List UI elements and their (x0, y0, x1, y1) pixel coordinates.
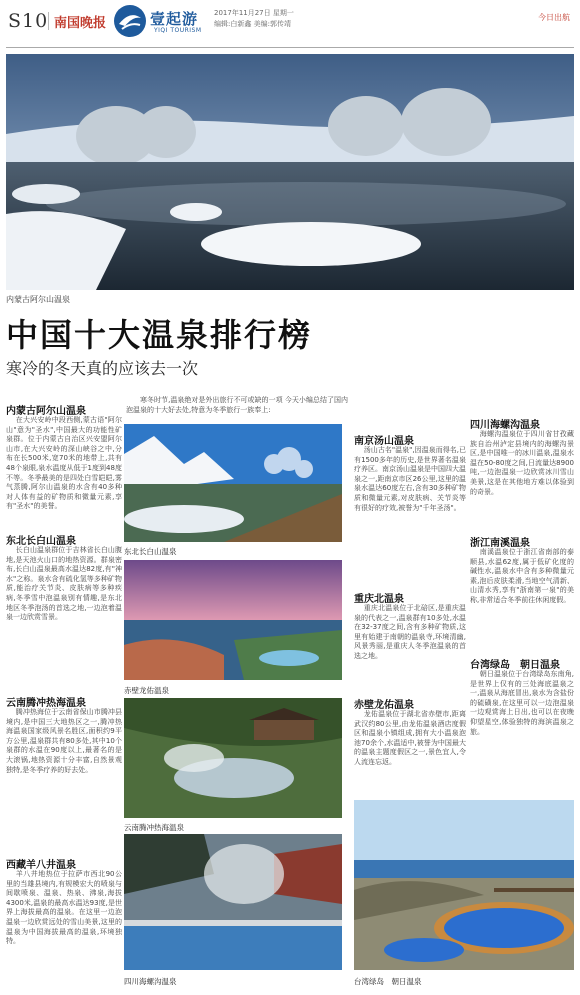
photo-chibi (124, 560, 342, 680)
hero-photo (6, 54, 574, 290)
section-title-longyou: 赤壁龙佑温泉 (354, 700, 414, 711)
section-title-tengchong: 云南腾冲热海温泉 (6, 698, 86, 709)
section-body-chongqing: 重庆北温泉位于北碚区,是重庆温泉的代表之一,温泉群有10多处,水温在32-37度之间,含有多种矿物质,这里有始建于南朝的温泉寺,环境清幽,风景秀丽,是重庆人冬季泡温泉的首选之地。 (354, 604, 466, 660)
hero-caption: 内蒙古阿尔山温泉 (6, 295, 70, 304)
caption-lvdao: 台湾绿岛 朝日温泉 (354, 977, 422, 986)
section-body-tangshan: 汤山古名"温泉",因温泉而得名,已有1500多年的历史,是世界著名温泉疗养区。南京汤山温泉是中国四大温泉之一,距南京市区26公里,这里的温泉水温达60度左右,含有30多种矿物质和微量元素,对皮肤病、关节炎等有很好的疗效,被誉为"千年圣汤"。 (354, 446, 466, 512)
newspaper-name: 南国晚报 (54, 16, 107, 31)
section-body-lvdao: 朝日温泉位于台湾绿岛东南角,是世界上仅有的三处海底温泉之一,温泉从海底冒出,泉水为含盐份的硫磺泉,在这里可以一边泡温泉一边观赏海上日出,也可以在夜晚仰望星空,体验独特的海滨温泉之旅。 (470, 670, 574, 736)
page-header (0, 0, 580, 48)
brand-name: 壹起游 (150, 10, 199, 28)
intro-paragraph: 寒冬时节,温泉绝对是外出旅行不可或缺的一项 今天小编总结了国内泡温泉的十大好去处,特意为冬季旅行一族奉上: (126, 396, 348, 414)
caption-hailuogou: 四川海螺沟温泉 (124, 977, 177, 986)
section-body-longyou: 龙佑温泉位于湖北省赤壁市,距离武汉约80公里,由龙佑温泉酒店度假区和温泉小镇组成,拥有大小温泉泡池70余个,水温适中,被誉为中国最大的温泉主题度假区之一,景色宜人,令人流连忘返。 (354, 710, 466, 766)
caption-tengchong: 云南腾冲热海温泉 (124, 823, 184, 832)
photo-changbai (124, 424, 342, 542)
section-title-lvdao: 台湾绿岛 朝日温泉 (470, 660, 560, 671)
subheadline: 寒冷的冬天真的应该去一次 (6, 359, 199, 378)
section-title-changbai: 东北长白山温泉 (6, 536, 76, 547)
section-body-yangbajing: 羊八井地热位于拉萨市西北90公里的当雄县境内,有规模宏大的喷泉与间歇喷泉、温泉、热泉、沸泉,海拔4300米,温泉的最高水温达93度,是世界上海拔最高的温泉。在这里一边泡温泉一边欣赏远处的雪山美景,这里的温泉为中国海拔最高的温泉,环境独特。 (6, 870, 122, 946)
section-title-nanxi: 浙江南溪温泉 (470, 538, 530, 549)
section-body-tengchong: 腾冲热海位于云南省保山市腾冲县境内,是中国三大地热区之一,腾冲热海温泉国家级风景名胜区,面积约9平方公里,温泉群共有80多处,其中10个泉群的水温在90度以上,最著名的是大滚锅,地热资源十分丰富,自然景观独特,是冬季疗养的好去处。 (6, 708, 122, 774)
headline: 中国十大温泉排行榜 (6, 316, 313, 354)
caption-chibi: 赤壁龙佑温泉 (124, 686, 169, 695)
section-title-arxan: 内蒙古阿尔山温泉 (6, 406, 86, 417)
photo-tengchong (124, 698, 342, 818)
header-rule (6, 47, 574, 48)
section-title-chongqing: 重庆北温泉 (354, 594, 404, 605)
section-title-tangshan: 南京汤山温泉 (354, 436, 414, 447)
section-title-hailuogou: 四川海螺沟温泉 (470, 420, 540, 431)
brand-name-en: YIQI TOURISM (154, 27, 202, 34)
column-tag: 今日出航 (538, 13, 570, 22)
editor-line: 编辑:白新鑫 美编:郭传靖 (214, 20, 291, 28)
caption-changbai: 东北长白山温泉 (124, 547, 177, 556)
header-meta (214, 8, 294, 30)
photo-lvdao (354, 800, 574, 970)
section-body-arxan: 在大兴安岭中段西侧,蒙古语"阿尔山"意为"圣水",中国最大的功能性矿泉群。位于内蒙古自治区兴安盟阿尔山市,在大兴安岭的深山峡谷之中,分布在长500米,宽70米的地带上,共有48个泉眼,泉水温度从低于1度到48度不等。冬季最美的是四处白雪皑皑,雾气蒸腾,阿尔山温泉的水含有40多种对人体有益的矿物质和微量元素,享有"圣水"的美誉。 (6, 416, 122, 511)
date-line: 2017年11月27日 星期一 (214, 9, 294, 17)
brand-logo-icon (113, 4, 147, 38)
section-body-nanxi: 南溪温泉位于浙江省南部的泰顺县,水温62度,属于低矿化度的碱性水,温泉水中含有多种微量元素,泡后皮肤柔滑,当地空气清新、山清水秀,享有"浙南第一泉"的美称,非常适合冬季前往休闲度假。 (470, 548, 574, 604)
section-body-hailuogou: 海螺沟温泉位于四川省甘孜藏族自治州泸定县境内的海螺沟景区,是中国唯一的冰川温泉,温泉水温在50-80度之间,日流量达8900吨,一边泡温泉一边欣赏冰川雪山美景,这是在其他地方难以体验到的奇景。 (470, 430, 574, 496)
page-number: S10 (8, 10, 49, 32)
section-title-yangbajing: 西藏羊八井温泉 (6, 860, 76, 871)
section-body-changbai: 长白山温泉群位于吉林省长白山腹地,是天池火山口的地热资源。群泉密布,长白山温泉最高水温达82度,有"神水"之称。泉水含有硫化氢等多种矿物质,能治疗关节炎、皮肤病等多种疾病,冬季雪中泡温泉别有情趣,是东北地区冬季泡汤的首选之地,一边泡着温泉一边欣赏雪景。 (6, 546, 122, 622)
photo-hailuogou (124, 834, 342, 970)
header-divider (48, 12, 49, 30)
